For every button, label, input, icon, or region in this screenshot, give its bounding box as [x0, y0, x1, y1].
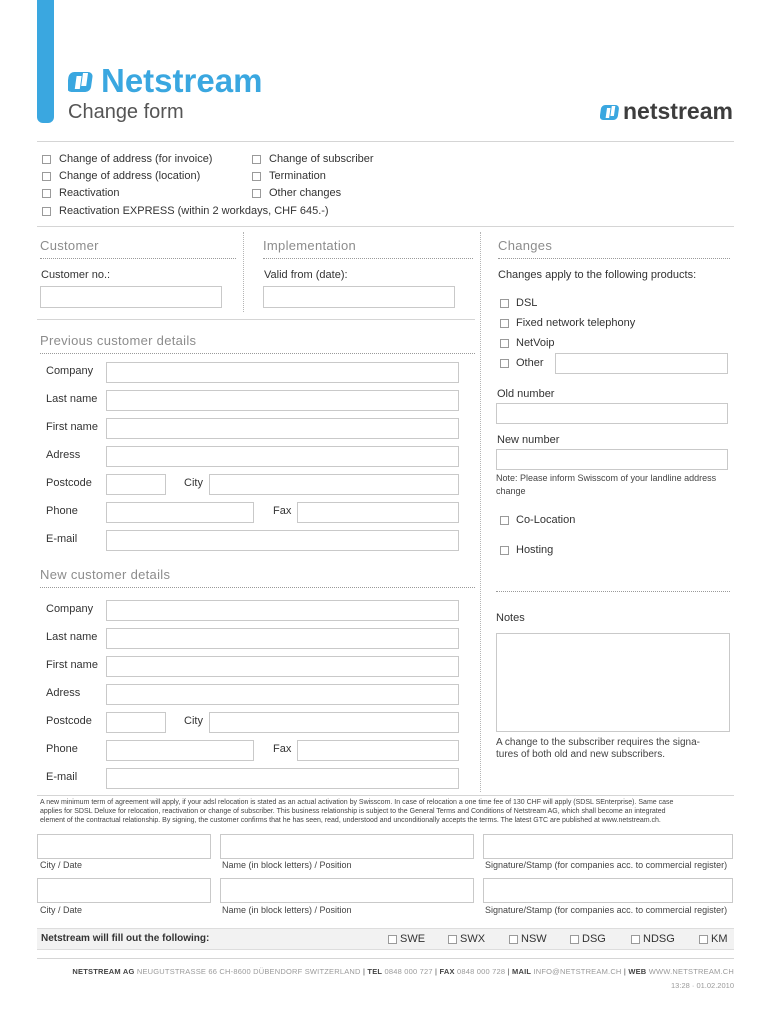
subscriber-note-line1: A change to the subscriber requires the signa-	[496, 737, 701, 748]
old-number-label: Old number	[497, 388, 555, 400]
new-adress-input[interactable]	[106, 684, 459, 705]
new-postcode-label: Postcode	[46, 715, 92, 727]
customer-number-label: Customer no.:	[41, 269, 111, 281]
customer-divider	[37, 319, 475, 320]
name-position-input-1[interactable]	[220, 834, 474, 859]
km-checkbox[interactable]	[699, 935, 708, 944]
column-separator-right	[480, 232, 481, 792]
footer-sep-1: |	[362, 967, 366, 976]
new-details-title: New customer details	[40, 567, 171, 582]
previous-details-title: Previous customer details	[40, 333, 197, 348]
column-separator-left	[243, 232, 244, 312]
brand-logo-text: Netstream	[101, 62, 263, 99]
landline-note-line1: Note: Please inform Swisscom of your landline address	[496, 473, 717, 483]
new-phone-label: Phone	[46, 743, 78, 755]
fixed-telephony-label: Fixed network telephony	[516, 317, 636, 329]
previous-last-name-label: Last name	[46, 393, 98, 405]
other-changes-checkbox[interactable]	[252, 189, 261, 198]
valid-from-label: Valid from (date):	[264, 269, 348, 281]
changes-intro: Changes apply to the following products:	[498, 269, 697, 281]
hosting-label: Hosting	[516, 544, 554, 556]
footer-mail[interactable]: INFO@NETSTREAM.CH	[533, 967, 622, 976]
previous-company-label: Company	[46, 365, 94, 377]
dsg-checkbox[interactable]	[570, 935, 579, 944]
footer-web[interactable]: WWW.NETSTREAM.CH	[648, 967, 734, 976]
header-accent-bar	[37, 0, 54, 123]
footer-web-label: WEB	[628, 967, 647, 976]
footer-company: NETSTREAM AG	[72, 967, 135, 976]
city-date-input-2[interactable]	[37, 878, 211, 903]
new-email-input[interactable]	[106, 768, 459, 789]
subscriber-note-line2: tures of both old and new subscribers.	[496, 749, 665, 760]
footer-contact-line	[72, 967, 734, 976]
implementation-title-underline	[263, 258, 473, 259]
reactivation-express-checkbox[interactable]	[42, 207, 51, 216]
legal-text	[40, 798, 732, 825]
footer-mail-label: MAIL	[512, 967, 532, 976]
swx-label: SWX	[460, 933, 486, 945]
options-divider	[37, 226, 734, 227]
new-adress-label: Adress	[46, 687, 81, 699]
footer-version: 13:28 · 01.02.2010	[671, 981, 734, 990]
valid-from-input[interactable]	[263, 286, 455, 308]
legal-line-2: applies for SDSL Deluxe for relocation, reactivation or change of subscriber. This business relationship is subject to the General Terms and Conditions of Netstream AG, which shall become an integrated	[40, 808, 666, 815]
signature-label-2: Signature/Stamp (for companies acc. to commercial register)	[485, 905, 728, 915]
previous-email-input[interactable]	[106, 530, 459, 551]
city-date-label-2: City / Date	[40, 905, 83, 915]
new-last-name-input[interactable]	[106, 628, 459, 649]
name-position-label-1: Name (in block letters) / Position	[222, 860, 352, 870]
previous-company-input[interactable]	[106, 362, 459, 383]
landline-note-line2: change	[496, 486, 526, 496]
signature-input-1[interactable]	[483, 834, 733, 859]
new-number-input[interactable]	[496, 449, 728, 470]
footer-sep-3: |	[507, 967, 510, 976]
previous-fax-label: Fax	[273, 505, 292, 517]
netstream-small-logo-icon	[600, 101, 622, 123]
previous-email-label: E-mail	[46, 533, 78, 545]
change-address-location-label: Change of address (location)	[59, 170, 201, 182]
dsl-checkbox[interactable]	[500, 299, 509, 308]
footer-tel-label: TEL	[367, 967, 383, 976]
footer-fax-label: FAX	[439, 967, 455, 976]
other-product-checkbox[interactable]	[500, 359, 509, 368]
previous-first-name-label: First name	[46, 421, 98, 433]
previous-adress-label: Adress	[46, 449, 81, 461]
reactivation-checkbox[interactable]	[42, 189, 51, 198]
swx-checkbox[interactable]	[448, 935, 457, 944]
km-label: KM	[711, 933, 728, 945]
netvoip-checkbox[interactable]	[500, 339, 509, 348]
legal-divider	[37, 795, 734, 796]
notes-label: Notes	[496, 612, 525, 624]
previous-first-name-input[interactable]	[106, 418, 459, 439]
change-address-location-checkbox[interactable]	[42, 172, 51, 181]
name-position-input-2[interactable]	[220, 878, 474, 903]
reactivation-express-label: Reactivation EXPRESS (within 2 workdays, CHF 645.-)	[59, 205, 329, 217]
city-date-label-1: City / Date	[40, 860, 83, 870]
previous-phone-label: Phone	[46, 505, 78, 517]
new-company-input[interactable]	[106, 600, 459, 621]
footer-sep-4: |	[623, 967, 627, 976]
notes-divider	[496, 591, 730, 592]
internal-use-label: Netstream will fill out the following:	[41, 933, 210, 944]
previous-title-underline	[40, 353, 475, 354]
new-postcode-input[interactable]	[106, 712, 166, 733]
colocation-label: Co-Location	[516, 514, 576, 526]
other-product-label: Other	[516, 357, 544, 369]
swe-checkbox[interactable]	[388, 935, 397, 944]
previous-phone-input[interactable]	[106, 502, 254, 523]
termination-label: Termination	[269, 170, 326, 182]
ndsg-checkbox[interactable]	[631, 935, 640, 944]
dsg-label: DSG	[582, 933, 606, 945]
name-position-label-2: Name (in block letters) / Position	[222, 905, 352, 915]
change-address-invoice-checkbox[interactable]	[42, 155, 51, 164]
ndsg-label: NDSG	[643, 933, 675, 945]
new-company-label: Company	[46, 603, 94, 615]
new-number-label: New number	[497, 434, 560, 446]
new-phone-input[interactable]	[106, 740, 254, 761]
new-fax-input[interactable]	[297, 740, 459, 761]
new-city-label: City	[184, 715, 203, 727]
previous-city-label: City	[184, 477, 203, 489]
fixed-telephony-checkbox[interactable]	[500, 319, 509, 328]
right-brand-logo-text: netstream	[623, 98, 733, 124]
customer-number-input[interactable]	[40, 286, 222, 308]
dsl-label: DSL	[516, 297, 538, 309]
form-title: Change form	[68, 101, 184, 123]
signature-input-2[interactable]	[483, 878, 733, 903]
hosting-checkbox[interactable]	[500, 546, 509, 555]
notes-textarea[interactable]	[496, 633, 730, 732]
header-divider	[37, 141, 734, 142]
termination-checkbox[interactable]	[252, 172, 261, 181]
customer-section-title: Customer	[40, 238, 99, 253]
new-last-name-label: Last name	[46, 631, 98, 643]
footer-tel: 0848 000 727	[384, 967, 433, 976]
new-fax-label: Fax	[273, 743, 292, 755]
other-changes-label: Other changes	[269, 187, 342, 199]
previous-last-name-input[interactable]	[106, 390, 459, 411]
changes-section-title: Changes	[498, 238, 553, 253]
previous-postcode-label: Postcode	[46, 477, 92, 489]
previous-postcode-input[interactable]	[106, 474, 166, 495]
swe-label: SWE	[400, 933, 426, 945]
implementation-section-title: Implementation	[263, 238, 357, 253]
old-number-input[interactable]	[496, 403, 728, 424]
city-date-input-1[interactable]	[37, 834, 211, 859]
new-title-underline	[40, 587, 475, 588]
customer-title-underline	[40, 258, 236, 259]
new-city-input[interactable]	[209, 712, 459, 733]
previous-city-input[interactable]	[209, 474, 459, 495]
new-first-name-label: First name	[46, 659, 98, 671]
nsw-checkbox[interactable]	[509, 935, 518, 944]
change-subscriber-checkbox[interactable]	[252, 155, 261, 164]
change-address-invoice-label: Change of address (for invoice)	[59, 153, 213, 165]
nsw-label: NSW	[521, 933, 547, 945]
previous-fax-input[interactable]	[297, 502, 459, 523]
other-product-input[interactable]	[555, 353, 728, 374]
new-email-label: E-mail	[46, 771, 78, 783]
footer-sep-2: |	[435, 967, 438, 976]
changes-title-underline	[498, 258, 730, 259]
signature-label-1: Signature/Stamp (for companies acc. to commercial register)	[485, 860, 728, 870]
footer-address: NEUGUTSTRASSE 66 CH-8600 DÜBENDORF SWITZERLAND	[136, 967, 361, 976]
colocation-checkbox[interactable]	[500, 516, 509, 525]
netstream-logo-icon	[68, 66, 98, 96]
netvoip-label: NetVoip	[516, 337, 555, 349]
new-first-name-input[interactable]	[106, 656, 459, 677]
footer-fax: 0848 000 728	[456, 967, 506, 976]
previous-adress-input[interactable]	[106, 446, 459, 467]
legal-line-1: A new minimum term of agreement will apply, if your adsl relocation is stated as an actual activation by Swisscom. In case of relocation a one time fee of 130 CHF will apply (SDSL SEnterprise). Same case	[40, 799, 674, 806]
footer-divider	[37, 958, 734, 959]
change-subscriber-label: Change of subscriber	[269, 153, 374, 165]
legal-line-3: element of the contractual relationship. By signing, the customer confirms that he has seen, read, understood and unconditionally accepts the terms. The latest GTC are published at www.netstream.ch.	[40, 817, 661, 824]
reactivation-label: Reactivation	[59, 187, 120, 199]
